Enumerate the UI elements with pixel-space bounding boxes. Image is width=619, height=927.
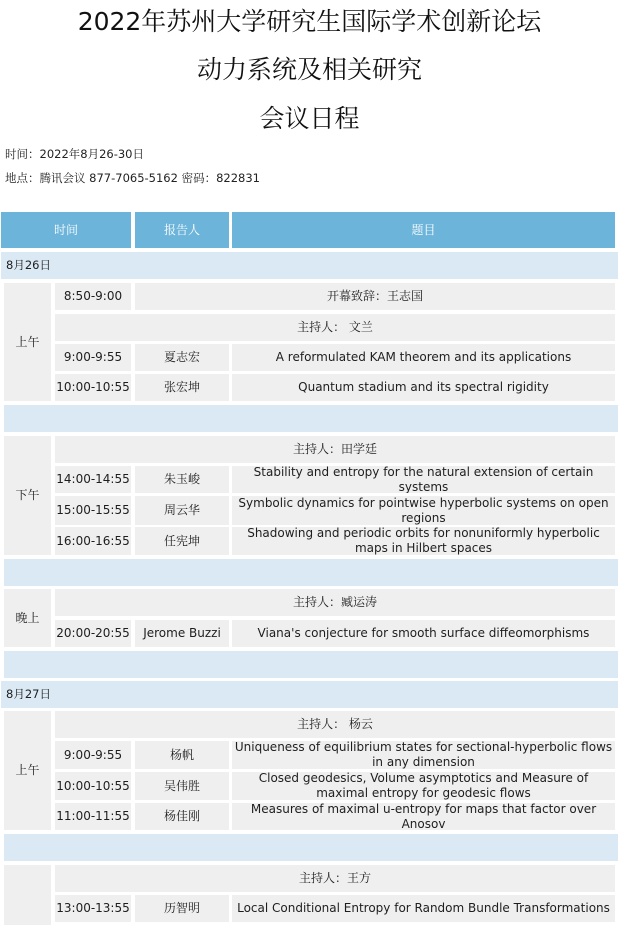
talk-title: Uniqueness of equilibrium states for sectional-hyperbolic flows in any dimension: [232, 741, 615, 769]
chair-row: 主持人： 文兰: [55, 314, 615, 341]
talk-title: Shadowing and periodic orbits for nonuniformly hyperbolic maps in Hilbert spaces: [232, 527, 615, 555]
schedule-title: 会议日程: [259, 104, 360, 133]
forum-title: 2022年苏州大学研究生国际学术创新论坛: [77, 7, 542, 36]
talk-time: 9:00-9:55: [55, 344, 131, 371]
day-date: 8月26日: [1, 252, 618, 279]
period-cell: 上午: [4, 283, 51, 401]
talk-title: Quantum stadium and its spectral rigidity: [232, 374, 615, 401]
header-time: 时间: [1, 212, 131, 248]
talk-time: 14:00-14:55: [55, 466, 131, 493]
place-info: 地点：腾讯会议 877-7065-5162 密码：822831: [5, 171, 260, 185]
topic-title: 动力系统及相关研究: [196, 55, 422, 84]
period-cell: [4, 865, 51, 925]
opening-remarks: 开幕致辞：王志国: [135, 283, 615, 310]
talk-time: 9:00-9:55: [55, 741, 131, 769]
talk-speaker: 历智明: [135, 895, 229, 922]
talk-speaker: 杨帆: [135, 741, 229, 769]
talk-speaker: 夏志宏: [135, 344, 229, 371]
separator-row: [4, 651, 618, 678]
talk-title: Viana's conjecture for smooth surface diffeomorphisms: [232, 620, 615, 647]
period-cell: 晚上: [4, 589, 51, 647]
separator-row: [4, 405, 618, 432]
talk-time: 10:00-10:55: [55, 772, 131, 800]
header-topic: 题目: [232, 212, 615, 248]
opening-time: 8:50-9:00: [55, 283, 131, 310]
talk-speaker: 杨佳刚: [135, 803, 229, 830]
chair-row: 主持人：臧运涛: [55, 589, 615, 616]
talk-title: A reformulated KAM theorem and its applications: [232, 344, 615, 371]
chair-row: 主持人：田学廷: [55, 436, 615, 463]
talk-speaker: 周云华: [135, 496, 229, 525]
talk-title: Symbolic dynamics for pointwise hyperbolic systems on open regions: [232, 496, 615, 525]
separator-row: [4, 559, 618, 586]
period-cell: 上午: [4, 711, 51, 830]
chair-row: 主持人：王方: [55, 865, 615, 892]
talk-time: 11:00-11:55: [55, 803, 131, 830]
header-speaker: 报告人: [135, 212, 229, 248]
day-date: 8月27日: [1, 681, 618, 708]
talk-title: Local Conditional Entropy for Random Bundle Transformations: [232, 895, 615, 922]
time-info: 时间：2022年8月26-30日: [5, 147, 144, 161]
chair-row: 主持人： 杨云: [55, 711, 615, 738]
talk-title: Stability and entropy for the natural extension of certain systems: [232, 466, 615, 493]
talk-time: 13:00-13:55: [55, 895, 131, 922]
talk-title: Measures of maximal u-entropy for maps that factor over Anosov: [232, 803, 615, 830]
talk-speaker: 吴伟胜: [135, 772, 229, 800]
separator-row: [4, 834, 618, 861]
talk-speaker: 朱玉峻: [135, 466, 229, 493]
talk-time: 16:00-16:55: [55, 527, 131, 555]
talk-speaker: Jerome Buzzi: [135, 620, 229, 647]
talk-speaker: 任宪坤: [135, 527, 229, 555]
talk-time: 10:00-10:55: [55, 374, 131, 401]
talk-time: 15:00-15:55: [55, 496, 131, 525]
talk-time: 20:00-20:55: [55, 620, 131, 647]
talk-speaker: 张宏坤: [135, 374, 229, 401]
period-cell: 下午: [4, 436, 51, 555]
talk-title: Closed geodesics, Volume asymptotics and Measure of maximal entropy for geodesic flows: [232, 772, 615, 800]
